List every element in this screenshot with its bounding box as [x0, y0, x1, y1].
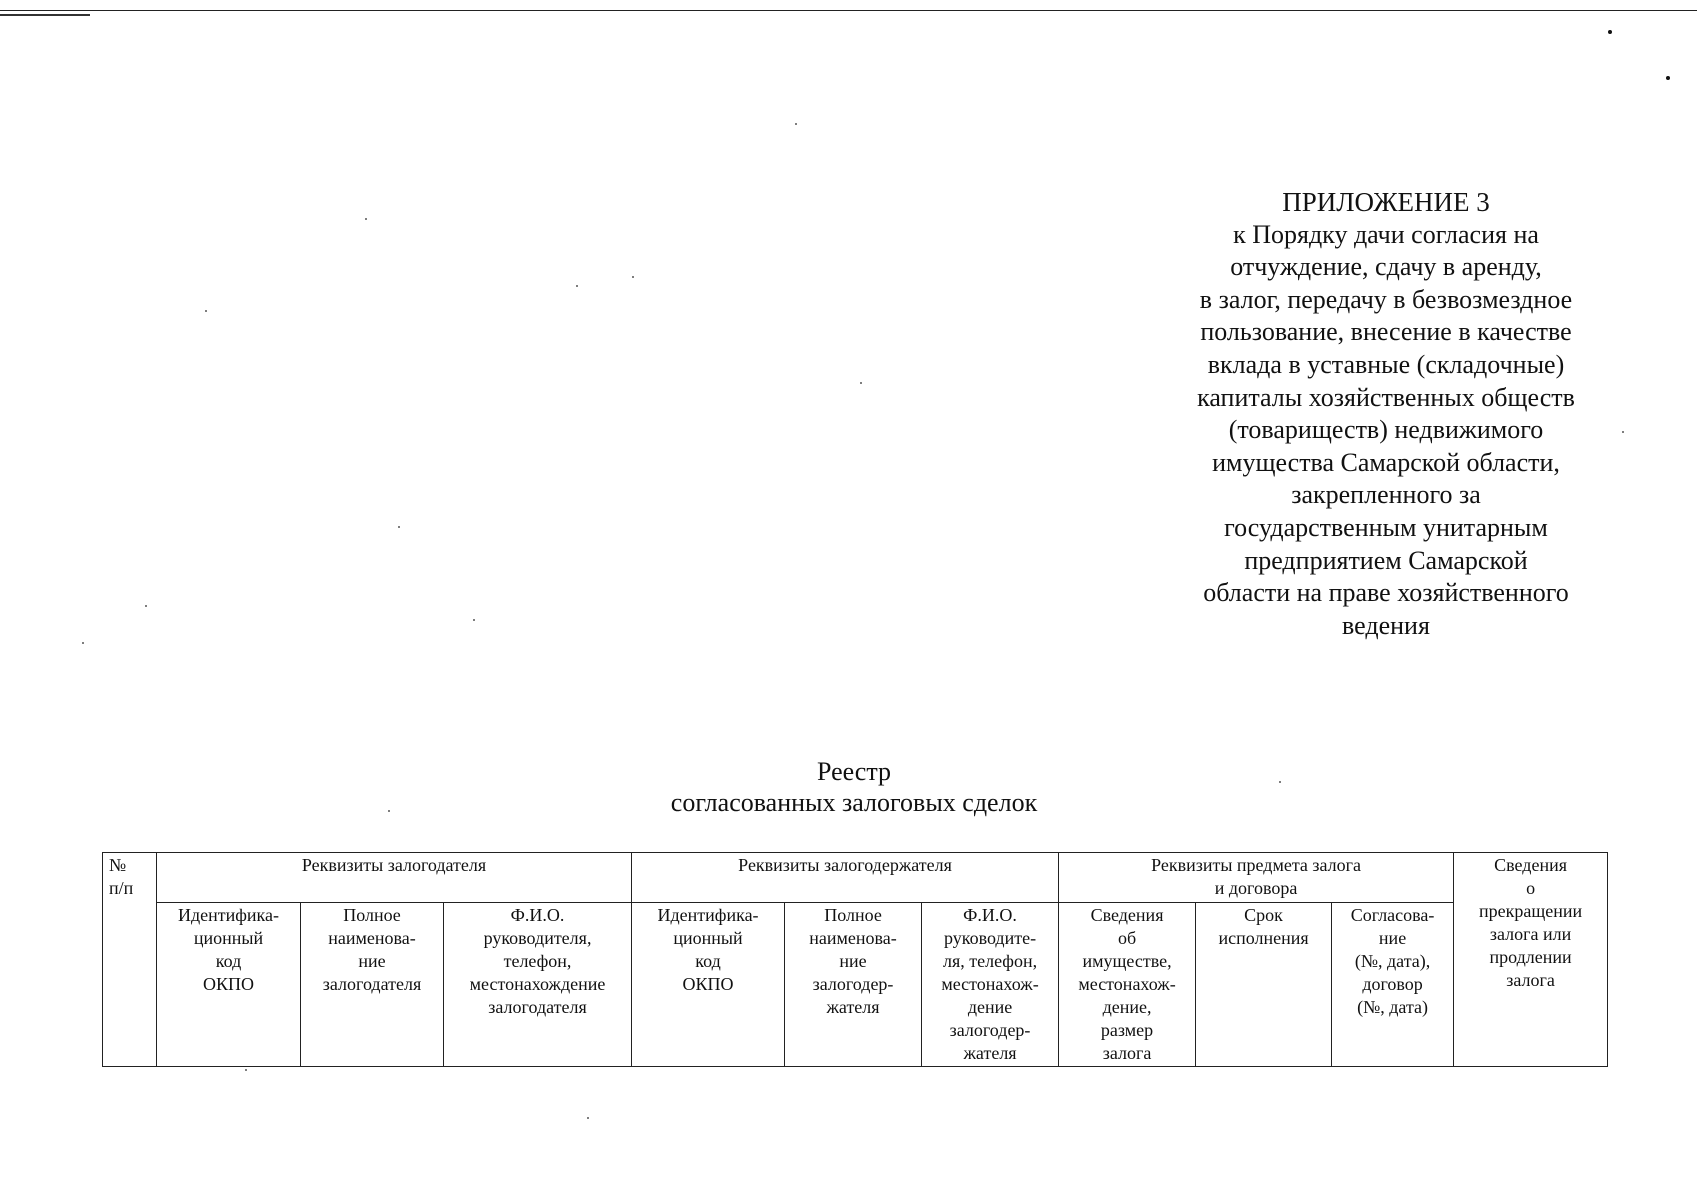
registry-title-line-2: согласованных залоговых сделок — [670, 788, 1038, 817]
scan-speck — [795, 123, 797, 125]
appendix-line: государственным унитарным — [1224, 512, 1548, 542]
scan-edge-line-left — [0, 14, 90, 16]
appendix-title: ПРИЛОЖЕНИЕ 3 — [1282, 187, 1490, 217]
scan-speck — [365, 218, 367, 220]
header-group-pledgor: Реквизиты залогодателя — [157, 853, 632, 903]
scan-speck — [1279, 781, 1281, 783]
header-approval-contract: Согласова- ние (№, дата), договор (№, дата) — [1332, 903, 1454, 1067]
registry-title-line-1: Реестр — [816, 757, 892, 786]
header-group-subject: Реквизиты предмета залога и договора — [1059, 853, 1454, 903]
header-termination-info: Сведения о прекращении залога или продлении залога — [1454, 853, 1608, 1067]
scan-speck — [1608, 30, 1612, 34]
header-group-pledgee: Реквизиты залогодержателя — [632, 853, 1059, 903]
appendix-line: предприятием Самарской — [1244, 545, 1528, 575]
appendix-header — [1170, 186, 1602, 642]
header-pledgee-okpo: Идентифика- ционный код ОКПО — [632, 903, 785, 1067]
scan-speck — [632, 276, 634, 278]
scan-speck — [860, 382, 862, 384]
header-pledgor-head: Ф.И.О. руководителя, телефон, местонахождение залогодателя — [444, 903, 632, 1067]
header-row-number: № п/п — [103, 853, 157, 1067]
appendix-line: имущества Самарской области, — [1212, 447, 1560, 477]
appendix-line: в залог, передачу в безвозмездное — [1199, 284, 1573, 314]
scan-speck — [473, 619, 475, 621]
table-header-row-columns — [103, 903, 1608, 1067]
appendix-line: закрепленного за — [1291, 480, 1481, 510]
appendix-line: ведения — [1342, 610, 1430, 640]
header-pledgor-name: Полное наименова- ние залогодателя — [301, 903, 444, 1067]
header-pledgor-okpo: Идентифика- ционный код ОКПО — [157, 903, 301, 1067]
scan-speck — [82, 642, 84, 644]
appendix-line: области на праве хозяйственного — [1203, 578, 1569, 608]
appendix-line: капиталы хозяйственных обществ — [1197, 382, 1575, 412]
appendix-line: к Порядку дачи согласия на — [1233, 219, 1539, 249]
scan-speck — [398, 526, 400, 528]
header-property-info: Сведения об имуществе, местонахож- дение, размер залога — [1059, 903, 1196, 1067]
header-pledgee-head: Ф.И.О. руководите- ля, телефон, местонахож- дение залогодер- жателя — [922, 903, 1059, 1067]
appendix-line: (товариществ) недвижимого — [1228, 415, 1544, 445]
scan-speck — [1666, 76, 1670, 80]
scan-speck — [388, 810, 390, 812]
registry-title — [600, 756, 1108, 818]
header-pledgee-name: Полное наименова- ние залогодер- жателя — [785, 903, 922, 1067]
header-execution-term: Срок исполнения — [1196, 903, 1332, 1067]
table-header-row-groups — [103, 853, 1608, 903]
scan-speck — [1622, 431, 1624, 433]
appendix-line: отчуждение, сдачу в аренду, — [1230, 252, 1542, 282]
scan-speck — [587, 1117, 589, 1119]
registry-table — [102, 852, 1608, 1067]
scan-speck — [145, 605, 147, 607]
appendix-line: пользование, внесение в качестве — [1200, 317, 1572, 347]
scan-edge-line — [0, 10, 1697, 11]
scan-speck — [576, 285, 578, 287]
scan-speck — [205, 310, 207, 312]
appendix-line: вклада в уставные (складочные) — [1207, 349, 1565, 379]
scan-speck — [245, 1069, 247, 1071]
